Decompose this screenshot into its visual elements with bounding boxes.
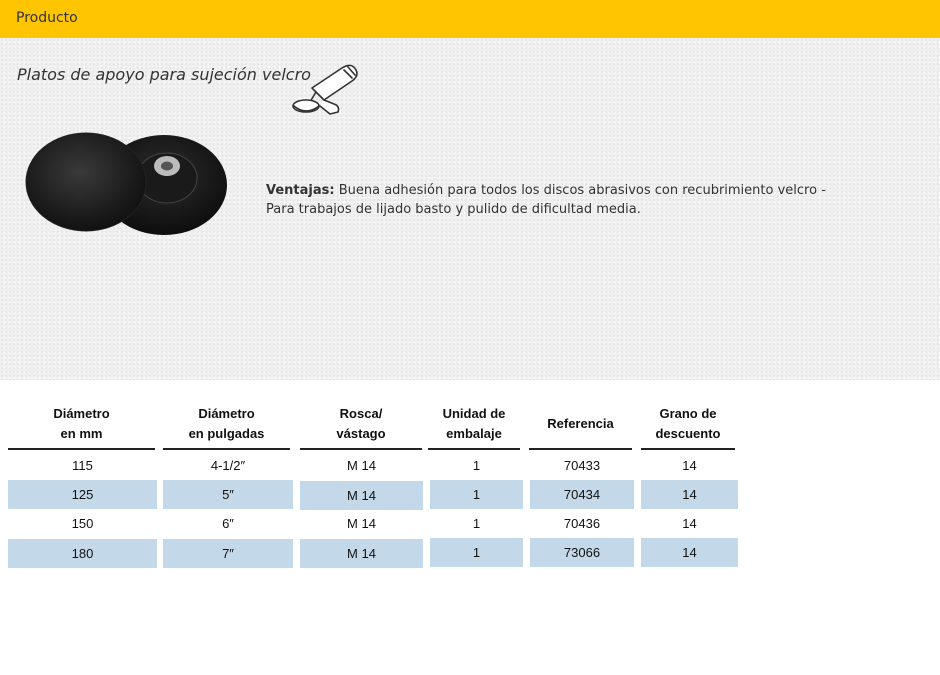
table-cell: 4-1/2″ <box>210 458 246 473</box>
table-cell: 70433 <box>563 458 601 473</box>
table-cell: M 14 <box>347 516 376 531</box>
table-cell: 1 <box>472 516 481 531</box>
column-header-diameter-inches: Diámetro en pulgadas <box>163 400 290 450</box>
table-cell: 1 <box>430 538 523 567</box>
column-header-pack-unit: Unidad de embalaje <box>428 400 520 450</box>
table-cell: 180 <box>8 539 157 568</box>
table-cell: 6″ <box>222 516 234 531</box>
table-cell: 1 <box>430 480 523 509</box>
table-cell: 1 <box>472 458 481 473</box>
advantages-body: Buena adhesión para todos los discos abrasivos con recubrimiento velcro - Para trabajos de lijado basto y pulido de dificultad media. <box>266 183 826 217</box>
table-cell: M 14 <box>300 539 423 568</box>
top-bar <box>0 0 940 38</box>
angle-grinder-icon <box>290 62 362 118</box>
table-cell: M 14 <box>347 458 376 473</box>
column-header-thread: Rosca/ vástago <box>300 400 422 450</box>
table-cell: 70436 <box>563 516 601 531</box>
advantages-text <box>266 181 856 219</box>
table-cell: 150 <box>71 516 94 531</box>
table-cell: 14 <box>682 458 697 473</box>
table-cell: 70434 <box>530 480 634 509</box>
table-cell: 115 <box>72 458 93 473</box>
advantages-label: Ventajas: <box>266 183 335 198</box>
backing-pad-image <box>24 130 230 240</box>
product-title: Platos de apoyo para sujeción velcro <box>17 65 311 84</box>
column-header-reference: Referencia <box>529 400 632 450</box>
table-cell: 5″ <box>163 480 293 509</box>
column-header-discount-grain: Grano de descuento <box>641 400 735 450</box>
section-title: Producto <box>16 10 78 26</box>
table-cell: M 14 <box>300 481 423 510</box>
column-header-diameter-mm: Diámetro en mm <box>8 400 155 450</box>
table-cell: 7″ <box>163 539 293 568</box>
table-cell: 125 <box>8 480 157 509</box>
table-cell: 14 <box>641 480 738 509</box>
table-cell: 73066 <box>530 538 634 567</box>
table-cell: 14 <box>682 516 697 531</box>
table-cell: 14 <box>641 538 738 567</box>
